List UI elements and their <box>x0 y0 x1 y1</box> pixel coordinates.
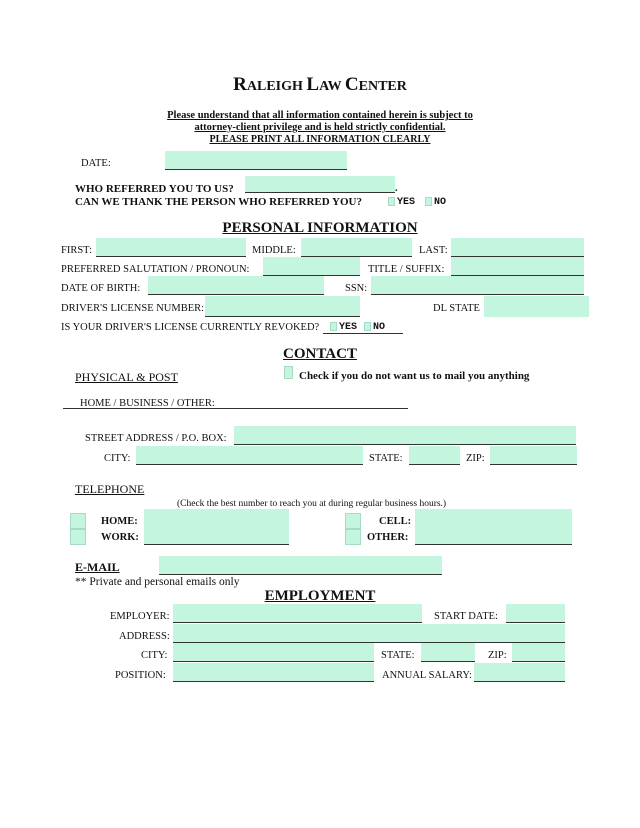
work-phone-label: WORK: <box>101 532 139 543</box>
title-part-3: ENTER <box>358 79 407 94</box>
title-initial-r: R <box>233 74 247 95</box>
dob-field[interactable] <box>148 276 324 295</box>
work-phone-field[interactable] <box>144 526 289 545</box>
home-business-label: HOME / BUSINESS / OTHER: <box>80 398 215 409</box>
employer-label: EMPLOYER: <box>110 611 170 622</box>
dl-number-field[interactable] <box>205 296 360 317</box>
title-suffix-label: TITLE / SUFFIX: <box>368 264 445 275</box>
contact-city-field[interactable] <box>136 446 363 465</box>
home-business-field[interactable] <box>63 397 408 409</box>
salary-label: ANNUAL SALARY: <box>382 670 472 681</box>
dl-state-field[interactable] <box>484 296 589 317</box>
salutation-label: PREFERRED SALUTATION / PRONOUN: <box>61 264 250 275</box>
employer-field[interactable] <box>173 604 422 623</box>
employment-heading: EMPLOYMENT <box>264 588 376 604</box>
position-label: POSITION: <box>115 670 166 681</box>
notice-line-2: attorney-client privilege and is held strictly confidential. <box>194 122 446 133</box>
revoked-no-checkbox[interactable] <box>364 322 371 331</box>
thank-yes-checkbox[interactable] <box>388 197 395 206</box>
email-label: E-MAIL <box>75 560 120 574</box>
no-mail-checkbox[interactable] <box>284 366 293 379</box>
referred-field[interactable] <box>245 176 395 193</box>
employer-city-label: CITY: <box>141 650 168 661</box>
other-phone-label: OTHER: <box>367 532 409 543</box>
employer-address-field[interactable] <box>173 624 565 643</box>
home-phone-checkbox[interactable] <box>70 513 86 529</box>
referred-label: WHO REFERRED YOU TO US? <box>75 183 234 195</box>
thank-no-label: NO <box>434 197 447 208</box>
last-name-field[interactable] <box>451 238 584 257</box>
thank-label: CAN WE THANK THE PERSON WHO REFERRED YOU? <box>75 196 362 208</box>
ssn-label: SSN: <box>345 283 368 294</box>
title-initial-l: L <box>306 74 320 95</box>
contact-city-label: CITY: <box>104 453 131 464</box>
page-title <box>0 75 640 97</box>
email-field[interactable] <box>159 556 442 575</box>
notice-line-1: Please understand that all information contained herein is subject to <box>167 110 473 121</box>
title-initial-c: C <box>344 74 359 95</box>
cell-phone-checkbox[interactable] <box>345 513 361 529</box>
title-part-2: AW <box>319 79 345 94</box>
telephone-note: (Check the best number to reach you at during regular business hours.) <box>177 499 447 509</box>
first-name-field[interactable] <box>96 238 246 257</box>
telephone-label: TELEPHONE <box>75 482 145 496</box>
street-field[interactable] <box>234 426 576 445</box>
date-label: DATE: <box>81 158 111 169</box>
thank-no-checkbox[interactable] <box>425 197 432 206</box>
work-phone-checkbox[interactable] <box>70 529 86 545</box>
employer-address-label: ADDRESS: <box>119 631 170 642</box>
title-suffix-field[interactable] <box>451 257 584 276</box>
middle-name-field[interactable] <box>301 238 412 257</box>
contact-zip-label: ZIP: <box>466 453 485 464</box>
thank-yes-label: YES <box>397 197 416 208</box>
referred-period: . <box>395 183 398 194</box>
contact-heading: CONTACT <box>283 346 357 362</box>
personal-heading: PERSONAL INFORMATION <box>222 220 418 236</box>
salutation-field[interactable] <box>263 257 360 276</box>
dl-number-label: DRIVER'S LICENSE NUMBER: <box>61 303 205 314</box>
physical-post-label: PHYSICAL & POST <box>75 370 178 384</box>
ssn-field[interactable] <box>371 276 584 295</box>
contact-state-label: STATE: <box>369 453 403 464</box>
start-date-label: START DATE: <box>434 611 498 622</box>
revoked-no-label: NO <box>373 322 386 333</box>
revoked-yes-checkbox[interactable] <box>330 322 337 331</box>
revoked-label: IS YOUR DRIVER'S LICENSE CURRENTLY REVOKED? <box>61 322 320 333</box>
home-phone-label: HOME: <box>101 516 138 527</box>
employer-state-label: STATE: <box>381 650 415 661</box>
title-part-1: ALEIGH <box>246 79 307 94</box>
employer-city-field[interactable] <box>173 643 374 662</box>
revoked-yes-label: YES <box>339 322 358 333</box>
salary-field[interactable] <box>474 663 565 682</box>
cell-phone-label: CELL: <box>379 516 412 527</box>
dob-label: DATE OF BIRTH: <box>61 283 141 294</box>
start-date-field[interactable] <box>506 604 565 623</box>
contact-zip-field[interactable] <box>490 446 577 465</box>
contact-state-field[interactable] <box>409 446 460 465</box>
email-note: ** Private and personal emails only <box>75 576 240 588</box>
other-phone-checkbox[interactable] <box>345 529 361 545</box>
employer-zip-label: ZIP: <box>488 650 507 661</box>
other-phone-field[interactable] <box>415 526 572 545</box>
date-field[interactable] <box>165 151 347 170</box>
notice-line-3: PLEASE PRINT ALL INFORMATION CLEARLY <box>209 134 431 145</box>
last-name-label: LAST: <box>419 245 448 256</box>
employer-zip-field[interactable] <box>512 643 565 662</box>
employer-state-field[interactable] <box>421 643 475 662</box>
position-field[interactable] <box>173 663 374 682</box>
no-mail-label: Check if you do not want us to mail you anything <box>299 370 530 382</box>
street-label: STREET ADDRESS / P.O. BOX: <box>85 433 227 444</box>
dl-state-label: DL STATE <box>433 303 480 314</box>
first-name-label: FIRST: <box>61 245 92 256</box>
middle-name-label: MIDDLE: <box>252 245 296 256</box>
